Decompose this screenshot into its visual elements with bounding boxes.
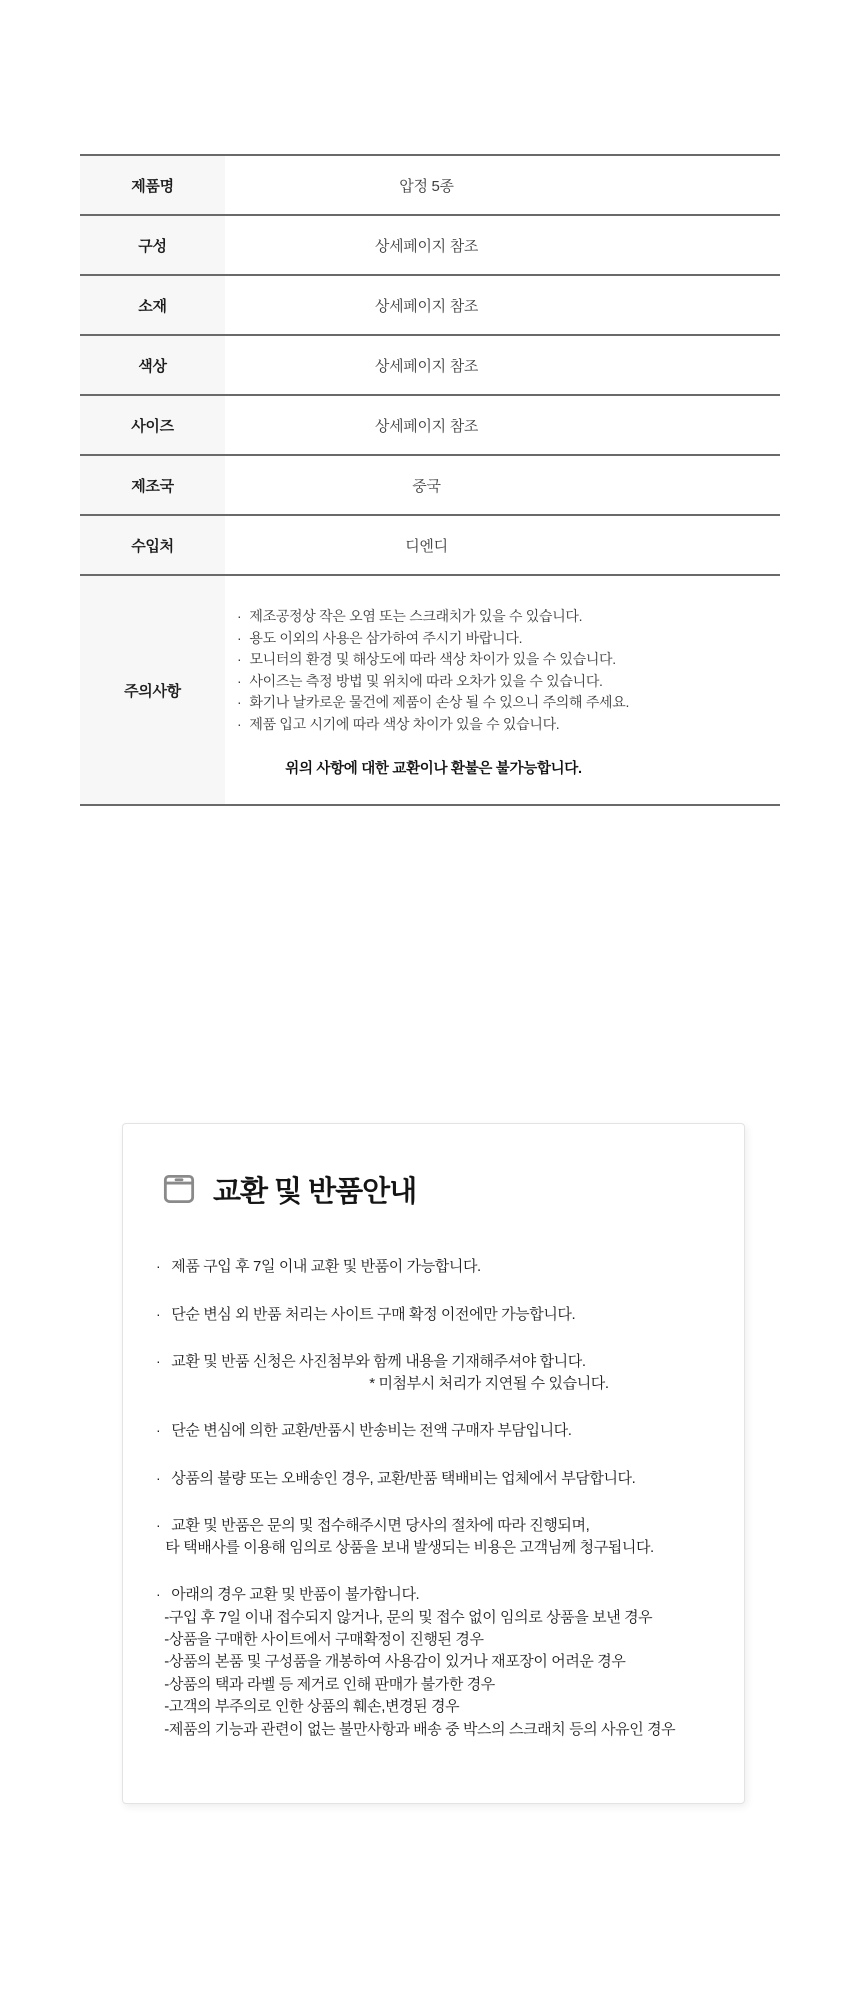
- caution-item: [237, 628, 770, 650]
- spec-value: 압정 5종: [399, 177, 454, 195]
- policy-subitem: -구입 후 7일 이내 접수되지 않거나, 문의 및 접수 없이 임의로 상품을 보낸 경우: [164, 1608, 653, 1626]
- caution-text: 제품 입고 시기에 따라 색상 차이가 있을 수 있습니다.: [249, 715, 560, 732]
- bullet-icon: ·: [156, 1586, 161, 1602]
- table-row: [80, 514, 780, 574]
- policy-item: [156, 1351, 716, 1394]
- policy-item: [156, 1515, 716, 1558]
- caution-text: 제조공정상 작은 오염 또는 스크래치가 있을 수 있습니다.: [249, 608, 583, 624]
- bullet-icon: ·: [156, 1258, 161, 1274]
- table-row-caution: [80, 574, 780, 804]
- bullet-icon: ·: [237, 672, 242, 689]
- policy-text: 단순 변심에 의한 교환/반품시 반송비는 전액 구매자 부담입니다.: [171, 1422, 572, 1439]
- spec-value: 상세페이지 참조: [374, 417, 479, 435]
- caution-list: [225, 576, 780, 804]
- caution-item: [237, 671, 770, 693]
- policy-item: [156, 1304, 716, 1326]
- table-row: [80, 394, 780, 454]
- policy-text: 상품의 불량 또는 오배송인 경우, 교환/반품 택배비는 업체에서 부담합니다.: [171, 1469, 636, 1487]
- spec-value: 상세페이지 참조: [374, 297, 479, 315]
- caution-text: 화기나 날카로운 물건에 제품이 손상 될 수 있으니 주의해 주세요.: [249, 694, 630, 710]
- policy-text: 교환 및 반품 신청은 사진첨부와 함께 내용을 기재해주셔야 합니다.: [171, 1353, 586, 1370]
- return-policy-card: [122, 1123, 745, 1804]
- policy-subitem: -상품을 구매한 사이트에서 구매확정이 진행된 경우: [164, 1630, 484, 1648]
- caution-item: [237, 692, 770, 714]
- policy-text: 교환 및 반품은 문의 및 접수해주시면 당사의 절차에 따라 진행되며,: [171, 1517, 590, 1534]
- policy-item: [156, 1256, 716, 1278]
- policy-text: 단순 변심 외 반품 처리는 사이트 구매 확정 이전에만 가능합니다.: [171, 1305, 576, 1323]
- spec-label: 주의사항: [80, 576, 225, 804]
- spec-value: 중국: [412, 477, 441, 495]
- caution-text: 용도 이외의 사용은 삼가하여 주시기 바랍니다.: [249, 629, 523, 646]
- policy-subitem: -고객의 부주의로 인한 상품의 훼손,변경된 경우: [164, 1698, 460, 1716]
- spec-label: 제조국: [80, 456, 225, 514]
- spec-value: 상세페이지 참조: [374, 237, 479, 255]
- policy-item: [156, 1468, 716, 1490]
- policy-subitem: -상품의 본품 및 구성품을 개봉하여 사용감이 있거나 재포장이 어려운 경우: [164, 1653, 626, 1671]
- bullet-icon: ·: [156, 1353, 161, 1369]
- bullet-icon: ·: [156, 1305, 161, 1322]
- caution-text: 모니터의 환경 및 해상도에 따라 색상 차이가 있을 수 있습니다.: [249, 651, 616, 667]
- bullet-icon: ·: [237, 629, 242, 646]
- policy-text: 타 택배사를 이용해 임의로 상품을 보내 발생되는 비용은 고객님께 청구됩니다.: [165, 1538, 654, 1556]
- spec-label: 색상: [80, 336, 225, 394]
- spec-value: 상세페이지 참조: [374, 357, 479, 375]
- table-row: [80, 454, 780, 514]
- bullet-icon: ·: [156, 1469, 161, 1486]
- spec-label: 수입처: [80, 516, 225, 574]
- policy-subitem: -상품의 택과 라벨 등 제거로 인해 판매가 불가한 경우: [164, 1675, 495, 1693]
- card-title: 교환 및 반품안내: [213, 1175, 417, 1208]
- policy-note: * 미첨부시 처리가 지연될 수 있습니다.: [369, 1374, 609, 1392]
- spec-label: 제품명: [80, 156, 225, 214]
- table-row: [80, 274, 780, 334]
- caution-notice: 위의 사항에 대한 교환이나 환불은 불가능합니다.: [285, 761, 582, 777]
- bullet-icon: ·: [156, 1517, 161, 1533]
- card-header: [158, 1168, 716, 1210]
- policy-text: 제품 구입 후 7일 이내 교환 및 반품이 가능합니다.: [171, 1258, 481, 1275]
- policy-sublist: [164, 1607, 716, 1741]
- product-spec-table: [80, 154, 780, 806]
- caution-item: [237, 714, 770, 736]
- caution-item: [237, 606, 770, 628]
- table-row: [80, 154, 780, 214]
- policy-item: [156, 1420, 716, 1442]
- bullet-icon: ·: [237, 651, 242, 667]
- spec-label: 소재: [80, 276, 225, 334]
- policy-item: [156, 1584, 716, 1741]
- bullet-icon: ·: [156, 1422, 161, 1438]
- table-row: [80, 214, 780, 274]
- bullet-icon: ·: [237, 608, 242, 624]
- spec-label: 구성: [80, 216, 225, 274]
- spec-label: 사이즈: [80, 396, 225, 454]
- table-row: [80, 334, 780, 394]
- bullet-icon: ·: [237, 715, 242, 732]
- bullet-icon: ·: [237, 694, 242, 710]
- caution-item: [237, 649, 770, 671]
- policy-text: 아래의 경우 교환 및 반품이 불가합니다.: [171, 1586, 420, 1603]
- caution-text: 사이즈는 측정 방법 및 위치에 따라 오차가 있을 수 있습니다.: [249, 672, 603, 689]
- archive-box-icon: [158, 1168, 200, 1210]
- spec-value: 디엔디: [405, 537, 448, 555]
- policy-subitem: -제품의 기능과 관련이 없는 불만사항과 배송 중 박스의 스크래치 등의 사유인 경우: [164, 1720, 676, 1738]
